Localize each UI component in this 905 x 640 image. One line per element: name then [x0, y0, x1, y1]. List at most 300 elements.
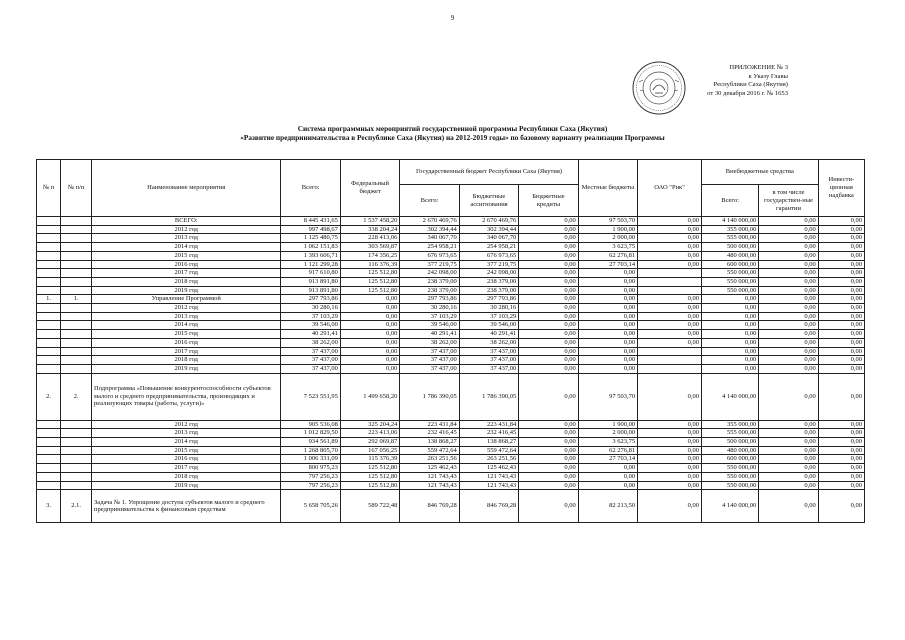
cell-invest: 0,00	[818, 464, 864, 473]
header-invest: Инвести-ционная надбавка	[818, 160, 864, 217]
title-line: Система программных мероприятий государственной программы Республики Саха (Якутия)	[297, 124, 608, 133]
row-number	[37, 234, 61, 243]
cell-state-credit: 0,00	[519, 277, 578, 286]
cell-total: 40 291,41	[281, 330, 340, 339]
cell-invest: 0,00	[818, 455, 864, 464]
cell-invest: 0,00	[818, 312, 864, 321]
row-number	[37, 438, 61, 447]
cell-state-alloc: 676 973,65	[459, 251, 518, 260]
cell-local: 82 213,50	[578, 490, 637, 523]
cell-state-credit: 0,00	[519, 269, 578, 278]
cell-state-total: 232 416,45	[400, 429, 459, 438]
row-name: 2019 год	[92, 286, 281, 295]
cell-federal: 1 499 658,20	[340, 373, 399, 420]
row-subnumber	[61, 234, 92, 243]
cell-oao: 0,00	[638, 312, 702, 321]
cell-state-total: 121 743,43	[400, 472, 459, 481]
row-name: 2017 год	[92, 347, 281, 356]
cell-oao: 0,00	[638, 295, 702, 304]
cell-federal: 589 722,48	[340, 490, 399, 523]
cell-ext-guarantee: 0,00	[759, 373, 818, 420]
row-name: ВСЕГО:	[92, 217, 281, 226]
cell-ext-guarantee: 0,00	[759, 464, 818, 473]
header-state-budget: Государственный бюджет Республики Саха (Якутия)	[400, 160, 578, 185]
cell-oao: 0,00	[638, 481, 702, 490]
cell-state-total: 40 291,41	[400, 330, 459, 339]
cell-ext-guarantee: 0,00	[759, 490, 818, 523]
cell-invest: 0,00	[818, 481, 864, 490]
cell-state-credit: 0,00	[519, 347, 578, 356]
cell-state-credit: 0,00	[519, 438, 578, 447]
cell-ext-total: 550 000,00	[702, 464, 759, 473]
cell-total: 1 006 331,09	[281, 455, 340, 464]
cell-state-total: 1 786 390,05	[400, 373, 459, 420]
row-name: Задача № 1. Упрощение доступа субъектов малого и среднего предпринимательства к финансовым средствам	[92, 490, 281, 523]
cell-total: 7 523 551,95	[281, 373, 340, 420]
cell-invest: 0,00	[818, 356, 864, 365]
cell-federal: 292 069,87	[340, 438, 399, 447]
row-subnumber	[61, 286, 92, 295]
row-subnumber	[61, 481, 92, 490]
header-extrabudget: Внебюджетные средства	[702, 160, 819, 185]
cell-state-credit: 0,00	[519, 481, 578, 490]
title-line: «Развитие предпринимательства в Республике Саха (Якутия) на 2012-2019 годы» по базовому варианту реализации Программы	[240, 133, 665, 143]
cell-total: 1 012 829,50	[281, 429, 340, 438]
cell-total: 1 125 480,75	[281, 234, 340, 243]
program-table	[36, 159, 865, 523]
cell-state-credit: 0,00	[519, 295, 578, 304]
cell-local: 1 900,00	[578, 225, 637, 234]
cell-state-alloc: 559 472,64	[459, 446, 518, 455]
row-name: 2018 год	[92, 472, 281, 481]
cell-state-alloc: 38 262,00	[459, 338, 518, 347]
cell-oao: 0,00	[638, 338, 702, 347]
cell-ext-guarantee: 0,00	[759, 455, 818, 464]
cell-federal: 167 056,25	[340, 446, 399, 455]
cell-state-credit: 0,00	[519, 330, 578, 339]
cell-state-total: 223 431,84	[400, 420, 459, 429]
cell-state-credit: 0,00	[519, 490, 578, 523]
cell-federal: 0,00	[340, 338, 399, 347]
row-name: 2014 год	[92, 243, 281, 252]
cell-state-total: 676 973,65	[400, 251, 459, 260]
table-row	[37, 464, 865, 473]
header-np: № п	[37, 160, 61, 217]
header-federal: Федеральный бюджет	[340, 160, 399, 217]
table-row	[37, 420, 865, 429]
row-subnumber	[61, 438, 92, 447]
cell-state-credit: 0,00	[519, 217, 578, 226]
cell-ext-guarantee: 0,00	[759, 260, 818, 269]
cell-ext-guarantee: 0,00	[759, 429, 818, 438]
cell-ext-total: 0,00	[702, 321, 759, 330]
cell-federal: 303 569,87	[340, 243, 399, 252]
cell-local: 0,00	[578, 295, 637, 304]
cell-federal: 338 204,24	[340, 225, 399, 234]
cell-ext-total: 4 140 000,00	[702, 217, 759, 226]
row-number: 1.	[37, 295, 61, 304]
cell-state-total: 377 219,75	[400, 260, 459, 269]
cell-total: 1 393 606,71	[281, 251, 340, 260]
cell-federal: 116 376,39	[340, 260, 399, 269]
cell-state-credit: 0,00	[519, 455, 578, 464]
cell-federal: 0,00	[340, 356, 399, 365]
cell-state-total: 2 670 469,76	[400, 217, 459, 226]
cell-state-credit: 0,00	[519, 420, 578, 429]
cell-ext-guarantee: 0,00	[759, 251, 818, 260]
header-state-alloc: Бюджетные ассигнования	[459, 185, 518, 217]
cell-oao: 0,00	[638, 429, 702, 438]
cell-state-alloc: 125 462,43	[459, 464, 518, 473]
cell-invest: 0,00	[818, 364, 864, 373]
cell-oao: 0,00	[638, 455, 702, 464]
cell-invest: 0,00	[818, 295, 864, 304]
row-subnumber: 2.	[61, 373, 92, 420]
row-name: 2014 год	[92, 321, 281, 330]
cell-invest: 0,00	[818, 373, 864, 420]
cell-oao	[638, 347, 702, 356]
cell-invest: 0,00	[818, 277, 864, 286]
cell-invest: 0,00	[818, 338, 864, 347]
table-row	[37, 321, 865, 330]
cell-state-alloc: 377 219,75	[459, 260, 518, 269]
row-subnumber	[61, 347, 92, 356]
cell-ext-total: 0,00	[702, 364, 759, 373]
cell-state-credit: 0,00	[519, 304, 578, 313]
cell-invest: 0,00	[818, 330, 864, 339]
row-number	[37, 304, 61, 313]
cell-invest: 0,00	[818, 269, 864, 278]
cell-ext-total: 555 000,00	[702, 234, 759, 243]
cell-state-credit: 0,00	[519, 338, 578, 347]
header-ext-guarantee: в том числе государствен-ные гарантии	[759, 185, 818, 217]
cell-ext-guarantee: 0,00	[759, 304, 818, 313]
cell-ext-guarantee: 0,00	[759, 225, 818, 234]
cell-state-total: 340 067,70	[400, 234, 459, 243]
cell-federal: 125 512,80	[340, 472, 399, 481]
row-subnumber	[61, 321, 92, 330]
cell-state-total: 37 103,29	[400, 312, 459, 321]
cell-ext-guarantee: 0,00	[759, 338, 818, 347]
row-number	[37, 251, 61, 260]
row-subnumber	[61, 243, 92, 252]
cell-state-alloc: 37 437,00	[459, 347, 518, 356]
row-name: 2015 год	[92, 446, 281, 455]
row-number	[37, 330, 61, 339]
cell-state-alloc: 121 743,43	[459, 472, 518, 481]
cell-total: 39 546,00	[281, 321, 340, 330]
row-number	[37, 455, 61, 464]
cell-invest: 0,00	[818, 234, 864, 243]
cell-state-alloc: 242 098,00	[459, 269, 518, 278]
header-state-credit: Бюджетные кредиты	[519, 185, 578, 217]
cell-ext-guarantee: 0,00	[759, 330, 818, 339]
cell-local: 0,00	[578, 312, 637, 321]
cell-oao	[638, 356, 702, 365]
cell-oao: 0,00	[638, 330, 702, 339]
row-subnumber	[61, 251, 92, 260]
cell-ext-total: 0,00	[702, 347, 759, 356]
row-subnumber	[61, 429, 92, 438]
cell-ext-total: 0,00	[702, 330, 759, 339]
cell-invest: 0,00	[818, 438, 864, 447]
cell-state-credit: 0,00	[519, 356, 578, 365]
cell-state-credit: 0,00	[519, 464, 578, 473]
cell-invest: 0,00	[818, 472, 864, 481]
cell-local: 0,00	[578, 338, 637, 347]
cell-local: 3 623,75	[578, 243, 637, 252]
cell-state-total: 254 958,21	[400, 243, 459, 252]
cell-state-alloc: 238 379,00	[459, 277, 518, 286]
row-subnumber	[61, 330, 92, 339]
cell-total: 905 536,08	[281, 420, 340, 429]
row-number	[37, 269, 61, 278]
cell-federal: 174 356,25	[340, 251, 399, 260]
cell-ext-total: 4 140 000,00	[702, 373, 759, 420]
cell-state-total: 38 262,00	[400, 338, 459, 347]
row-subnumber: 1.	[61, 295, 92, 304]
row-subnumber	[61, 420, 92, 429]
row-number	[37, 429, 61, 438]
table-row	[37, 481, 865, 490]
table-row	[37, 364, 865, 373]
row-name: 2018 год	[92, 277, 281, 286]
cell-state-total: 138 868,27	[400, 438, 459, 447]
appendix-line: от 30 декабря 2016 г. № 1653	[707, 89, 788, 97]
cell-local: 2 000,00	[578, 429, 637, 438]
cell-state-total: 121 743,43	[400, 481, 459, 490]
row-name: 2013 год	[92, 234, 281, 243]
row-subnumber	[61, 364, 92, 373]
row-subnumber	[61, 312, 92, 321]
cell-ext-guarantee: 0,00	[759, 234, 818, 243]
row-number	[37, 472, 61, 481]
header-total: Всего:	[281, 160, 340, 217]
header-name: Наименование мероприятия	[92, 160, 281, 217]
cell-state-alloc: 297 793,86	[459, 295, 518, 304]
row-name: 2015 год	[92, 251, 281, 260]
cell-ext-total: 355 000,00	[702, 225, 759, 234]
cell-state-total: 30 280,16	[400, 304, 459, 313]
row-name: 2019 год	[92, 364, 281, 373]
cell-ext-total: 600 000,00	[702, 455, 759, 464]
cell-local: 0,00	[578, 304, 637, 313]
cell-federal: 0,00	[340, 330, 399, 339]
row-number	[37, 338, 61, 347]
cell-ext-total: 500 000,00	[702, 243, 759, 252]
cell-ext-guarantee: 0,00	[759, 356, 818, 365]
cell-state-alloc: 37 437,00	[459, 364, 518, 373]
cell-ext-total: 480 000,00	[702, 446, 759, 455]
cell-oao: 0,00	[638, 260, 702, 269]
row-subnumber	[61, 356, 92, 365]
cell-local: 0,00	[578, 481, 637, 490]
cell-federal: 0,00	[340, 321, 399, 330]
cell-local: 62 276,81	[578, 446, 637, 455]
header-oao: ОАО "Рик"	[638, 160, 702, 217]
row-subnumber	[61, 472, 92, 481]
cell-local: 0,00	[578, 472, 637, 481]
cell-ext-total: 0,00	[702, 356, 759, 365]
cell-ext-total: 550 000,00	[702, 472, 759, 481]
cell-federal: 325 204,24	[340, 420, 399, 429]
cell-state-alloc: 40 291,41	[459, 330, 518, 339]
cell-ext-total: 500 000,00	[702, 438, 759, 447]
cell-local: 0,00	[578, 347, 637, 356]
cell-ext-total: 0,00	[702, 338, 759, 347]
cell-local: 0,00	[578, 464, 637, 473]
cell-state-alloc: 340 067,70	[459, 234, 518, 243]
cell-state-credit: 0,00	[519, 286, 578, 295]
table-row	[37, 446, 865, 455]
table-row	[37, 455, 865, 464]
table-row	[37, 260, 865, 269]
cell-local: 0,00	[578, 321, 637, 330]
cell-ext-total: 555 000,00	[702, 429, 759, 438]
cell-state-alloc: 254 958,21	[459, 243, 518, 252]
cell-state-total: 263 251,56	[400, 455, 459, 464]
table-row	[37, 251, 865, 260]
cell-federal: 0,00	[340, 347, 399, 356]
table-row	[37, 373, 865, 420]
cell-invest: 0,00	[818, 490, 864, 523]
row-name: 2012 год	[92, 420, 281, 429]
cell-state-credit: 0,00	[519, 446, 578, 455]
cell-local: 1 900,00	[578, 420, 637, 429]
row-name: 2018 год	[92, 356, 281, 365]
cell-ext-total: 0,00	[702, 295, 759, 304]
cell-federal: 115 376,39	[340, 455, 399, 464]
table-row	[37, 438, 865, 447]
cell-oao: 0,00	[638, 464, 702, 473]
cell-oao: 0,00	[638, 490, 702, 523]
cell-total: 37 437,00	[281, 347, 340, 356]
cell-ext-guarantee: 0,00	[759, 286, 818, 295]
cell-state-alloc: 263 251,56	[459, 455, 518, 464]
header-ext-total: Всего:	[702, 185, 759, 217]
row-number: 2.	[37, 373, 61, 420]
row-number	[37, 260, 61, 269]
table-row	[37, 347, 865, 356]
page-number: 9	[450, 14, 455, 22]
cell-oao: 0,00	[638, 234, 702, 243]
cell-invest: 0,00	[818, 321, 864, 330]
row-name: 2019 год	[92, 481, 281, 490]
cell-total: 797 256,23	[281, 481, 340, 490]
cell-state-credit: 0,00	[519, 321, 578, 330]
table-row	[37, 356, 865, 365]
cell-local: 0,00	[578, 356, 637, 365]
cell-state-total: 37 437,00	[400, 364, 459, 373]
cell-local: 0,00	[578, 277, 637, 286]
table-row	[37, 286, 865, 295]
header-state-total: Всего:	[400, 185, 459, 217]
row-name: 2016 год	[92, 455, 281, 464]
cell-ext-total: 550 000,00	[702, 269, 759, 278]
table-row	[37, 429, 865, 438]
cell-oao: 0,00	[638, 225, 702, 234]
cell-ext-total: 0,00	[702, 304, 759, 313]
row-name: 2014 год	[92, 438, 281, 447]
table-row	[37, 234, 865, 243]
cell-oao: 0,00	[638, 373, 702, 420]
cell-state-total: 238 379,00	[400, 286, 459, 295]
cell-state-total: 846 769,28	[400, 490, 459, 523]
cell-invest: 0,00	[818, 429, 864, 438]
row-number	[37, 356, 61, 365]
appendix-line: ПРИЛОЖЕНИЕ № 3	[729, 64, 788, 71]
row-name: 2012 год	[92, 304, 281, 313]
cell-state-alloc: 30 280,16	[459, 304, 518, 313]
table-row	[37, 330, 865, 339]
row-name: 2017 год	[92, 269, 281, 278]
row-subnumber	[61, 269, 92, 278]
cell-oao	[638, 364, 702, 373]
cell-total: 37 437,00	[281, 356, 340, 365]
row-subnumber	[61, 338, 92, 347]
cell-total: 37 103,29	[281, 312, 340, 321]
cell-state-credit: 0,00	[519, 225, 578, 234]
appendix-line: Республики Саха (Якутия)	[713, 81, 788, 89]
cell-state-alloc: 2 670 469,76	[459, 217, 518, 226]
cell-federal: 228 413,06	[340, 234, 399, 243]
cell-ext-guarantee: 0,00	[759, 472, 818, 481]
cell-invest: 0,00	[818, 251, 864, 260]
cell-total: 913 891,80	[281, 286, 340, 295]
row-name: Управление Программой	[92, 295, 281, 304]
cell-local: 0,00	[578, 286, 637, 295]
cell-local: 27 703,14	[578, 455, 637, 464]
cell-total: 997 498,67	[281, 225, 340, 234]
cell-total: 38 262,00	[281, 338, 340, 347]
cell-ext-guarantee: 0,00	[759, 243, 818, 252]
cell-state-total: 39 546,00	[400, 321, 459, 330]
cell-state-credit: 0,00	[519, 472, 578, 481]
cell-federal: 0,00	[340, 312, 399, 321]
cell-ext-guarantee: 0,00	[759, 438, 818, 447]
row-number	[37, 312, 61, 321]
cell-federal: 0,00	[340, 304, 399, 313]
cell-local: 27 703,14	[578, 260, 637, 269]
cell-total: 30 280,16	[281, 304, 340, 313]
cell-federal: 125 512,80	[340, 286, 399, 295]
row-number	[37, 321, 61, 330]
cell-ext-guarantee: 0,00	[759, 269, 818, 278]
row-subnumber	[61, 277, 92, 286]
row-subnumber	[61, 225, 92, 234]
row-subnumber	[61, 260, 92, 269]
cell-ext-guarantee: 0,00	[759, 277, 818, 286]
cell-invest: 0,00	[818, 225, 864, 234]
row-name: 2017 год	[92, 464, 281, 473]
cell-state-alloc: 37 103,29	[459, 312, 518, 321]
cell-oao: 0,00	[638, 472, 702, 481]
row-name: 2013 год	[92, 429, 281, 438]
cell-federal: 125 512,80	[340, 277, 399, 286]
row-name: 2012 год	[92, 225, 281, 234]
cell-total: 1 268 805,70	[281, 446, 340, 455]
cell-oao: 0,00	[638, 438, 702, 447]
row-subnumber	[61, 304, 92, 313]
cell-invest: 0,00	[818, 347, 864, 356]
row-name: 2015 год	[92, 330, 281, 339]
cell-local: 3 623,75	[578, 438, 637, 447]
cell-state-total: 302 394,44	[400, 225, 459, 234]
cell-invest: 0,00	[818, 304, 864, 313]
row-name: 2013 год	[92, 312, 281, 321]
cell-local: 0,00	[578, 269, 637, 278]
appendix-block	[672, 64, 788, 98]
